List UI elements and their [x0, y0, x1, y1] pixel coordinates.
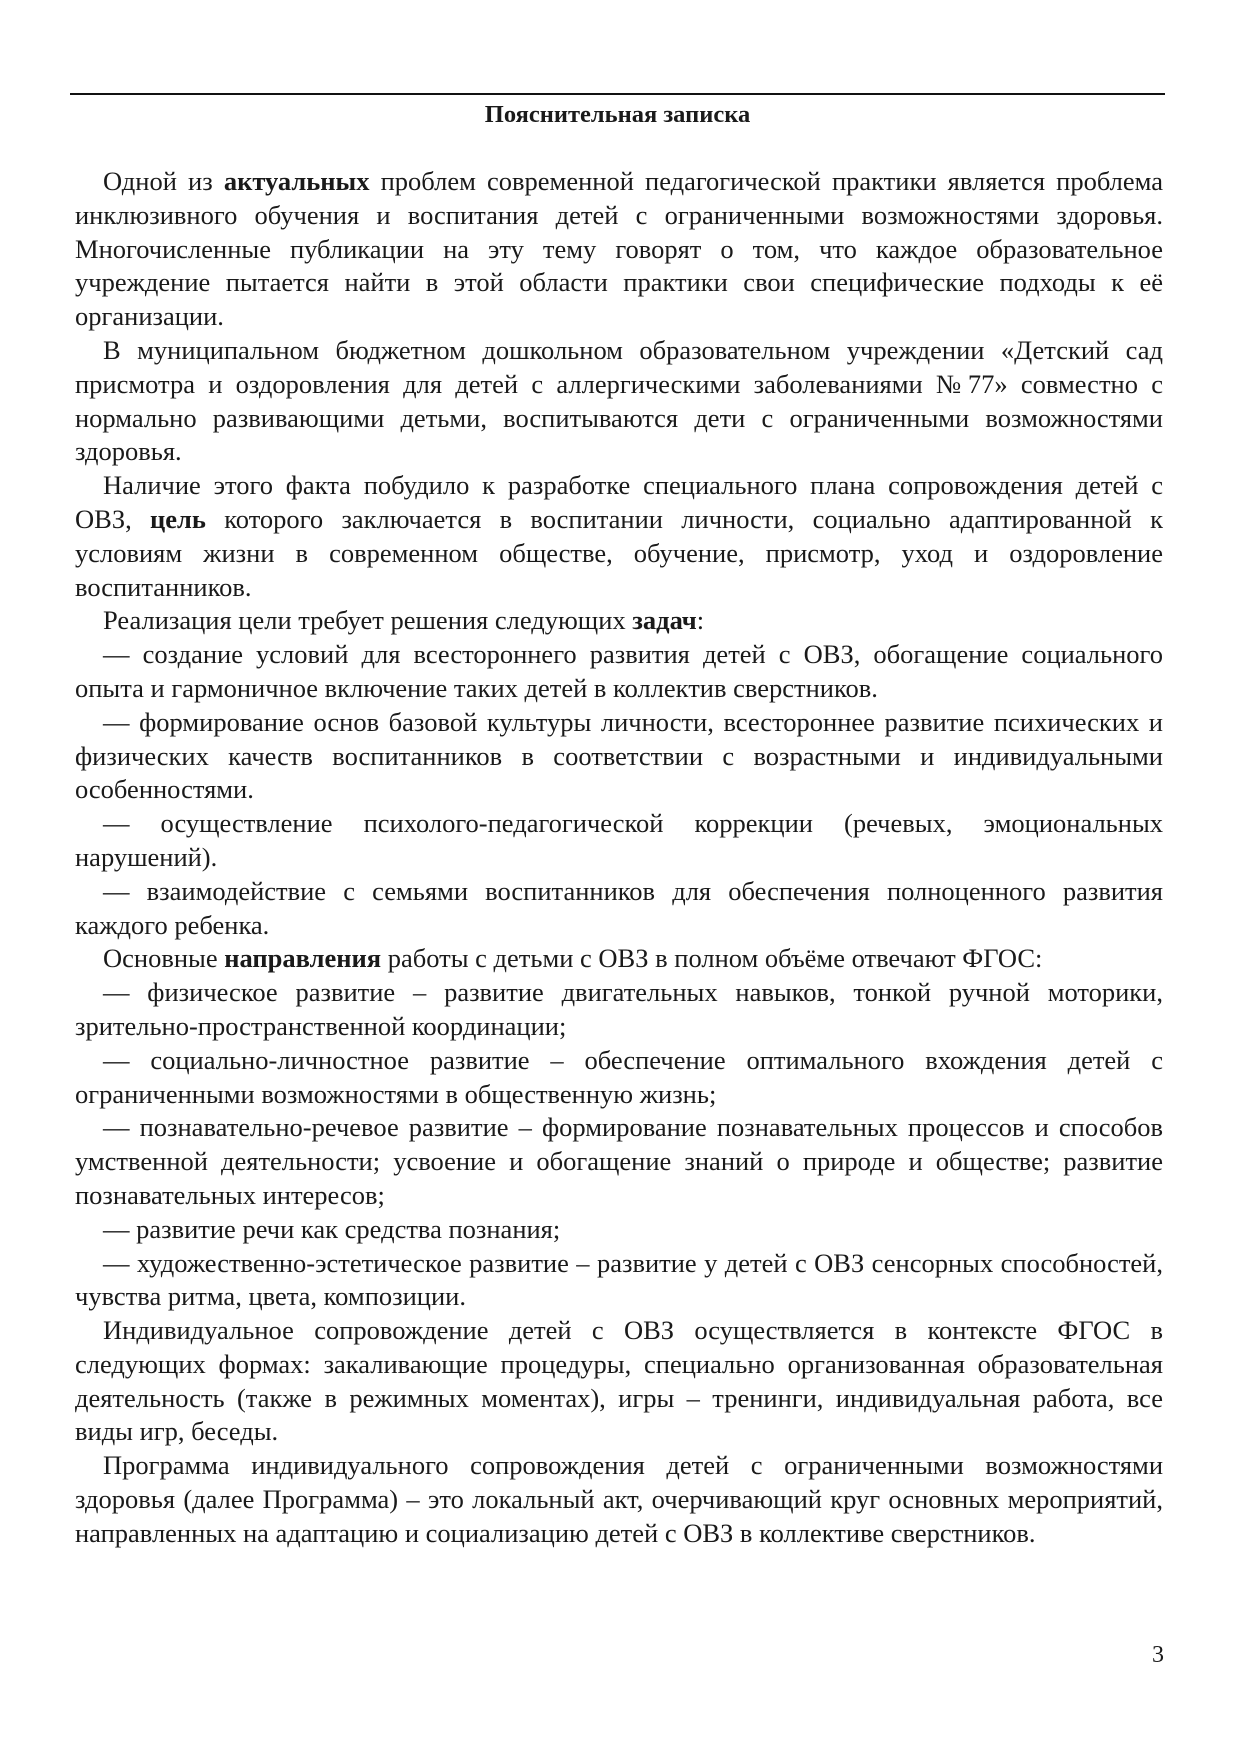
page-number: 3 [1152, 1642, 1164, 1668]
paragraph: Программа индивидуального сопровождения детей с ограниченными возможностями здоровья (далее Программа) – это локальный акт, очерчивающий круг основных мероприятий, направленных на адаптацию и социализацию детей с ОВЗ в коллективе сверстников. [75, 1450, 1163, 1548]
paragraph: Индивидуальное сопровождение детей с ОВЗ осуществляется в контексте ФГОС в следующих формах: закаливающие процедуры, специально организованная образовательная деятельность (также в режимных моментах), игры – тренинги, индивидуальная работа, все виды игр, беседы. [75, 1315, 1163, 1447]
paragraph: Основные направления работы с детьми с ОВЗ в полном объёме отвечают ФГОС: [103, 943, 1043, 974]
list-item: — развитие речи как средства познания; [103, 1213, 561, 1244]
list-item: — социально-личностное развитие – обеспечение оптимального вхождения детей с ограниченными возможностями в общественную жизнь; [75, 1044, 1163, 1109]
list-item: — физическое развитие – развитие двигательных навыков, тонкой ручной моторики, зрительно-пространственной координации; [75, 977, 1163, 1041]
list-item: — взаимодействие с семьями воспитанников для обеспечения полноценного развития каждого ребенка. [75, 875, 1163, 940]
page-title: Пояснительная записка [484, 101, 751, 128]
paragraph: Одной из актуальных проблем современной педагогической практики является проблема инклюзивного обучения и воспитания детей с ограниченными возможностями здоровья. Многочисленные публикации на эту тему говорят о том, что каждое образовательное учреждение пытается найти в этой области практики свои специфические подходы к её организации. [75, 166, 1163, 332]
paragraph: Реализация цели требует решения следующих задач: [103, 605, 705, 636]
body-text [75, 165, 1163, 1551]
list-item: — осуществление психолого-педагогической коррекции (речевых, эмоциональных нарушений). [75, 808, 1163, 872]
list-item: — познавательно-речевое развитие – формирование познавательных процессов и способов умственной деятельности; усвоение и обогащение знаний о природе и обществе; развитие познавательных интересов; [75, 1112, 1163, 1210]
list-item: — создание условий для всестороннего развития детей с ОВЗ, обогащение социального опыта и гармоничное включение таких детей в коллектив сверстников. [75, 639, 1163, 703]
list-item: — формирование основ базовой культуры личности, всестороннее развитие психических и физических качеств воспитанников в соответствии с возрастными и индивидуальными особенностями. [75, 706, 1163, 805]
paragraph: Наличие этого факта побудило к разработке специального плана сопровождения детей с ОВЗ, цель которого заключается в воспитании личности, социально адаптированной к условиям жизни в современном обществе, обучение, присмотр, уход и оздоровление воспитанников. [75, 470, 1163, 602]
header-rule [70, 93, 1165, 95]
list-item: — художественно-эстетическое развитие – развитие у детей с ОВЗ сенсорных способностей, чувства ритма, цвета, композиции. [75, 1247, 1163, 1312]
paragraph: В муниципальном бюджетном дошкольном образовательном учреждении «Детский сад присмотра и оздоровления для детей с аллергическими заболеваниями №77» совместно с нормально развивающими детьми, воспитываются дети с ограниченными возможностями здоровья. [75, 334, 1163, 467]
